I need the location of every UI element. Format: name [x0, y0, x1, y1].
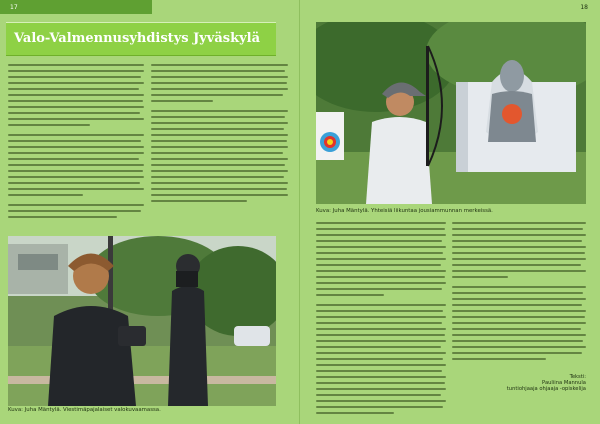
left-page [0, 0, 299, 424]
photo-caption-right: Kuva: Juha Mäntylä. Yhteisiä liikuntaa jousiammunnan merkeissä. [316, 208, 493, 214]
signature-author: Pauliina Mannula [542, 380, 586, 387]
page-number-left: 17 [10, 4, 18, 11]
body-column-4 [452, 222, 586, 372]
body-column-1 [8, 64, 144, 224]
signature-role: tuntiohjaaja ohjaaja -opiskelija [506, 386, 586, 393]
page-title: Valo-Valmennusyhdistys Jyväskylä [14, 31, 261, 46]
page-number-right: 18 [580, 4, 588, 11]
body-column-2 [151, 64, 288, 224]
title-bar [6, 22, 276, 56]
signature-label: Teksti: [569, 374, 586, 380]
photo-caption-left: Kuva: Juha Mäntylä. Viestimäpajalaiset valokuvaamassa. [8, 407, 161, 413]
corner-band [0, 0, 152, 14]
body-column-3 [316, 222, 446, 412]
photo-archery [316, 22, 586, 204]
right-page [299, 0, 600, 424]
article-signature [507, 374, 586, 393]
photo-photographers [8, 236, 276, 406]
